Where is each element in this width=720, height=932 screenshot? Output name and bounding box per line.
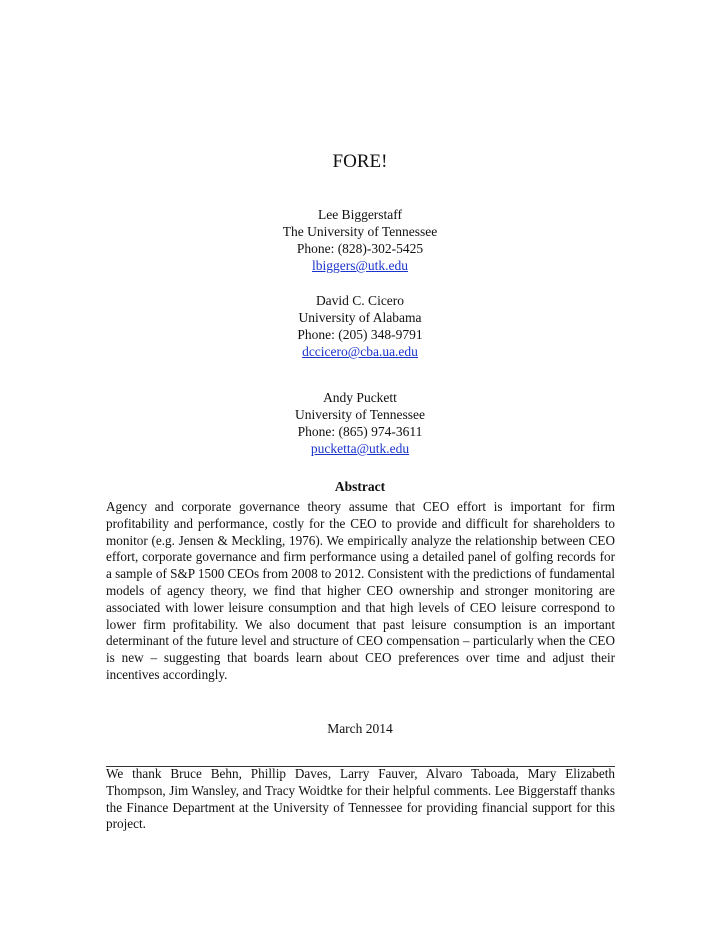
author-name: Andy Puckett bbox=[323, 390, 397, 405]
author-block-3 bbox=[0, 389, 720, 457]
abstract-text: Agency and corporate governance theory assume that CEO effort is important for firm profitability and performance, costly for the CEO to provide and difficult for shareholders to monitor (e.g. Jensen & Meckling, 1976). We empirically analyze the relationship between CEO effort, corporate governance and firm performance using a detailed panel of golfing records for a sample of S&P 1500 CEOs from 2008 to 2012. Consistent with the predictions of fundamental models of agency theory, we find that higher CEO ownership and stronger monitoring are associated with lower leisure consumption and that high levels of CEO leisure correspond to lower firm profitability. We also document that past leisure consumption is an important determinant of the future level and structure of CEO compensation – particularly when the CEO is new – suggesting that boards learn about CEO preferences over time and adjust their incentives accordingly. bbox=[106, 499, 615, 682]
abstract-heading: Abstract bbox=[334, 479, 386, 494]
author-phone: Phone: (205) 348-9791 bbox=[297, 327, 423, 342]
author-block-1 bbox=[0, 206, 720, 274]
acknowledgment-text: We thank Bruce Behn, Phillip Daves, Larry Fauver, Alvaro Taboada, Mary Elizabeth Thompson, Jim Wansley, and Tracy Woidtke for their helpful comments. Lee Biggerstaff thanks the Finance Department at the University of Tennessee for providing financial support for this project. bbox=[106, 766, 615, 832]
author-phone: Phone: (865) 974-3611 bbox=[297, 424, 423, 439]
author-affiliation: University of Tennessee bbox=[294, 407, 426, 422]
author-affiliation: The University of Tennessee bbox=[282, 224, 438, 239]
author-name: David C. Cicero bbox=[315, 293, 405, 308]
author-name: Lee Biggerstaff bbox=[317, 207, 403, 222]
author-phone: Phone: (828)-302-5425 bbox=[296, 241, 424, 256]
publication-date: March 2014 bbox=[327, 721, 393, 736]
author-email-link[interactable]: lbiggers@utk.edu bbox=[311, 258, 409, 273]
author-email-link[interactable]: pucketta@utk.edu bbox=[310, 441, 410, 456]
author-email-link[interactable]: dccicero@cba.ua.edu bbox=[302, 344, 418, 359]
author-affiliation: University of Alabama bbox=[298, 310, 422, 325]
paper-title: FORE! bbox=[332, 151, 388, 172]
author-block-2 bbox=[0, 292, 720, 360]
